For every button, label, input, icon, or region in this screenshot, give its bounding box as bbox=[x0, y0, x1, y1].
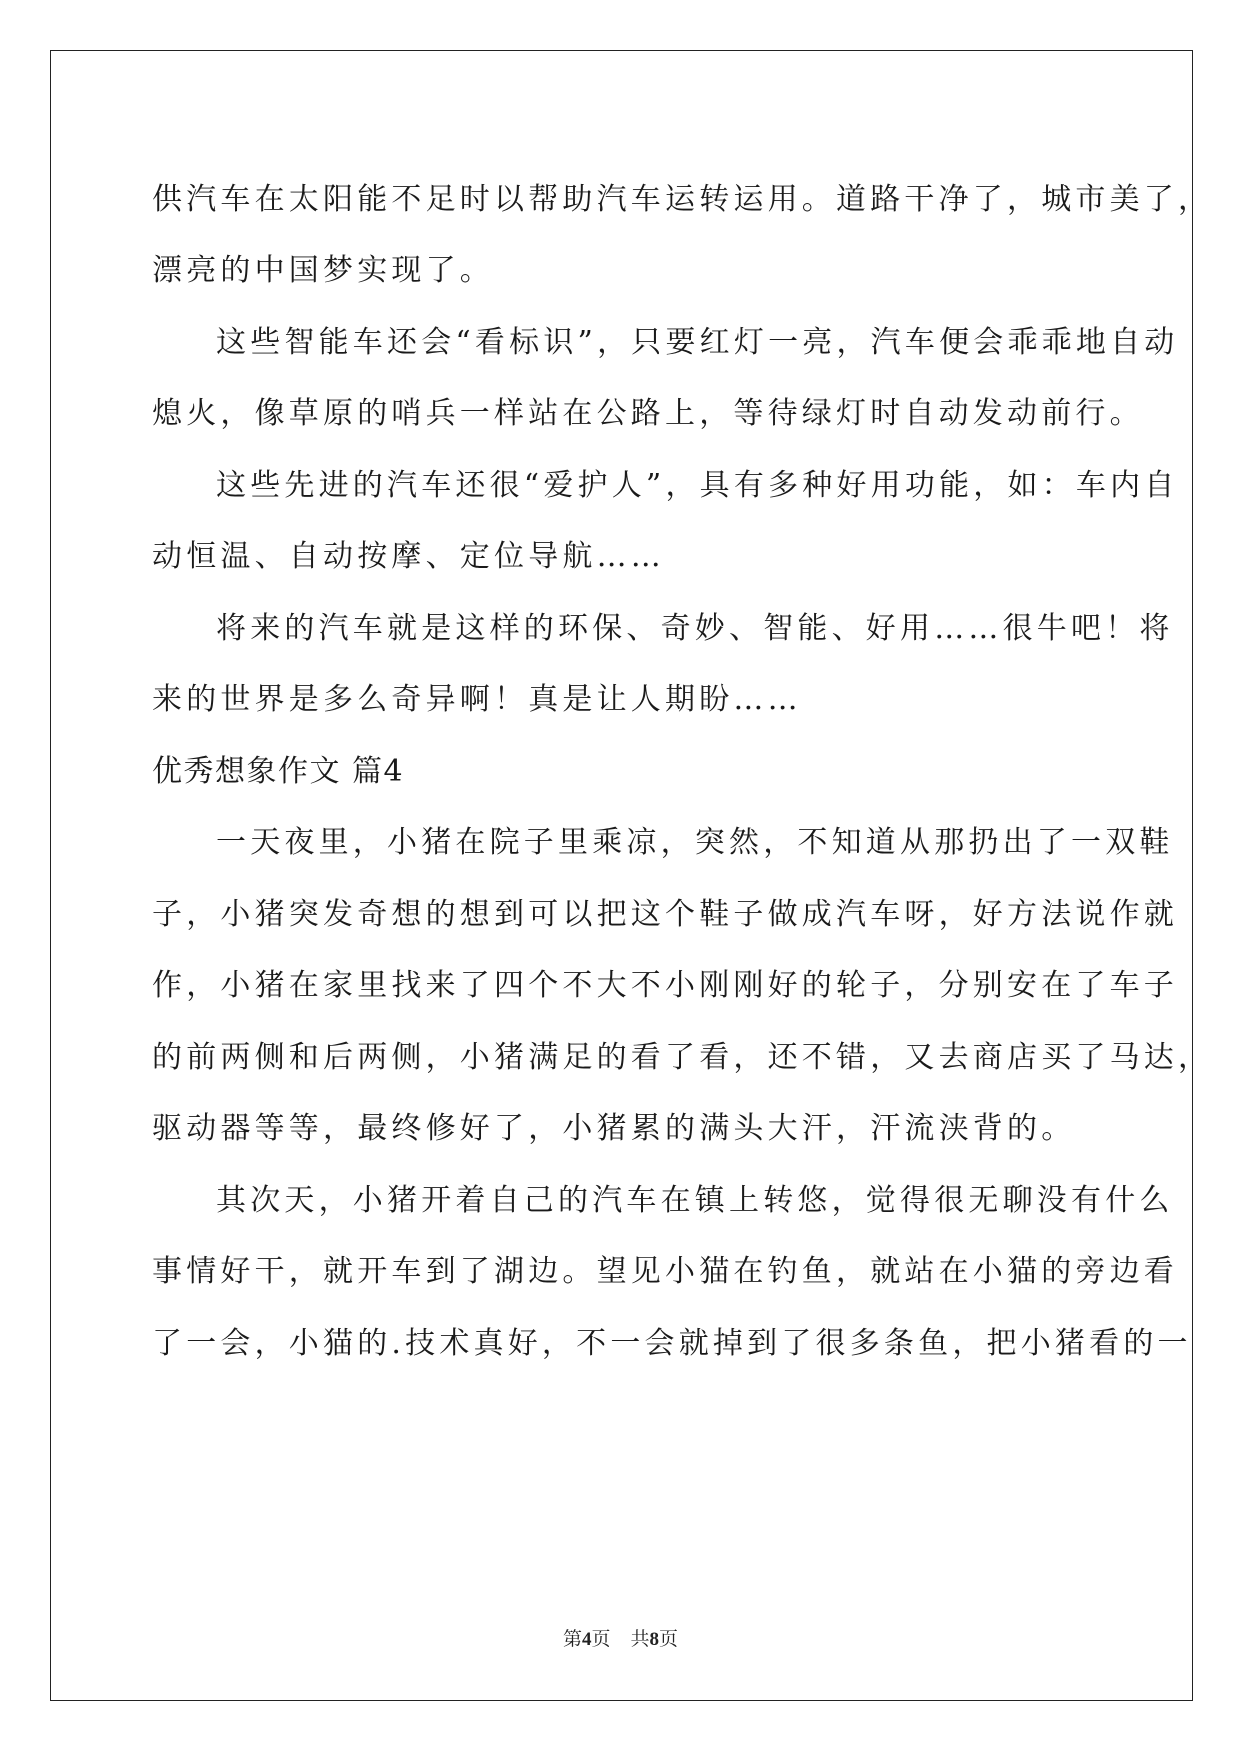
text-line-14: 驱动器等等，最终修好了，小猪累的满头大汗，汗流浃背的。 bbox=[152, 1111, 1076, 1147]
footer-page-suffix: 页 bbox=[591, 1629, 611, 1650]
text-line-13: 的前两侧和后两侧，小猪满足的看了看，还不错，又去商店买了马达， bbox=[152, 1039, 1213, 1075]
text-line-1: 供汽车在太阳能不足时以帮助汽车运转运用。道路干净了，城市美了， bbox=[152, 181, 1213, 217]
text-line-2: 漂亮的中国梦实现了。 bbox=[152, 253, 494, 289]
text-line-3: 这些智能车还会“看标识”，只要红灯一亮，汽车便会乖乖地自动 bbox=[216, 324, 1179, 360]
page-footer bbox=[0, 1624, 1241, 1651]
text-line-7: 将来的汽车就是这样的环保、奇妙、智能、好用……很牛吧！将 bbox=[216, 610, 1174, 646]
text-line-6: 动恒温、自动按摩、定位导航…… bbox=[152, 539, 665, 575]
total-page-count: 8 bbox=[649, 1629, 660, 1650]
text-line-5: 这些先进的汽车还很“爱护人”，具有多种好用功能，如：车内自 bbox=[216, 467, 1179, 503]
document-body bbox=[152, 164, 1213, 1380]
text-line-12: 作，小猪在家里找来了四个不大不小刚刚好的轮子，分别安在了车子 bbox=[152, 968, 1178, 1004]
text-line-11: 子，小猪突发奇想的想到可以把这个鞋子做成汽车呀，好方法说作就 bbox=[152, 896, 1178, 932]
section-heading: 优秀想象作文 篇4 bbox=[152, 753, 405, 789]
footer-prefix: 第 bbox=[562, 1629, 582, 1650]
footer-total-prefix: 共 bbox=[630, 1629, 650, 1650]
text-line-15: 其次天，小猪开着自己的汽车在镇上转悠，觉得很无聊没有什么 bbox=[216, 1182, 1174, 1218]
text-line-17: 了一会，小猫的.技术真好，不一会就掉到了很多条鱼，把小猪看的一 bbox=[152, 1325, 1192, 1361]
text-line-10: 一天夜里，小猪在院子里乘凉，突然，不知道从那扔出了一双鞋 bbox=[216, 825, 1174, 861]
text-line-16: 事情好干，就开车到了湖边。望见小猫在钓鱼，就站在小猫的旁边看 bbox=[152, 1254, 1178, 1290]
text-line-8: 来的世界是多么奇异啊！真是让人期盼…… bbox=[152, 682, 802, 718]
footer-total-suffix: 页 bbox=[659, 1629, 679, 1650]
current-page-number: 4 bbox=[581, 1629, 592, 1650]
text-line-4: 熄火，像草原的哨兵一样站在公路上，等待绿灯时自动发动前行。 bbox=[152, 396, 1144, 432]
